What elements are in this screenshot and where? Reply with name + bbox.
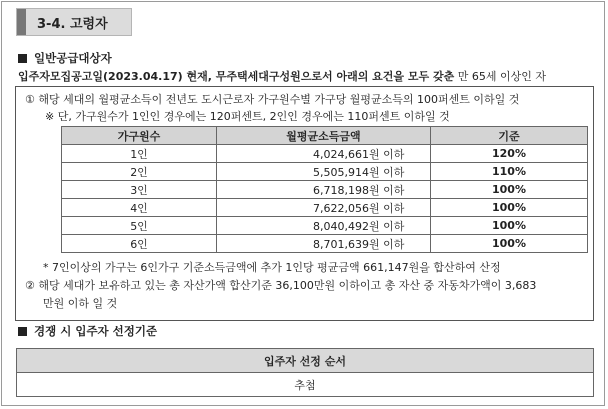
requirement-1-note: ※ 단, 가구원수가 1인인 경우에는 120퍼센트, 2인인 경우에는 110퍼센트 이하일 것 — [45, 110, 450, 123]
table-row — [62, 199, 588, 217]
col-header-size: 가구원수 — [62, 127, 217, 145]
cell-amount: 8,701,639원 이하 — [217, 235, 431, 253]
competition-heading-text: 경쟁 시 입주자 선정기준 — [34, 324, 158, 338]
section-title-text: 3-4. 고령자 — [37, 16, 108, 32]
income-footnote: * 7인이상의 가구는 6인가구 기준소득금액에 추가 1인당 평균금액 661,147원을 합산하여 산정 — [43, 261, 501, 274]
table-row — [62, 235, 588, 253]
eligibility-intro — [18, 68, 546, 84]
cell-pct: 110% — [431, 163, 588, 181]
cell-pct: 100% — [431, 235, 588, 253]
table-row — [62, 181, 588, 199]
cell-size: 2인 — [62, 163, 217, 181]
square-bullet-icon — [18, 54, 27, 63]
cell-amount: 6,718,198원 이하 — [217, 181, 431, 199]
cell-pct: 100% — [431, 181, 588, 199]
general-heading-text: 일반공급대상자 — [34, 51, 112, 65]
cell-size: 4인 — [62, 199, 217, 217]
cell-amount: 8,040,492원 이하 — [217, 217, 431, 235]
requirements-box — [15, 86, 594, 321]
table-row — [62, 163, 588, 181]
selection-header: 입주자 선정 순서 — [17, 349, 594, 373]
eligibility-intro-bold: 입주자모집공고일(2023.04.17) 현재, 무주택세대구성원으로서 아래의 요건을 모두 갖춘 — [18, 70, 455, 83]
selection-table-header-row — [17, 349, 594, 373]
table-row — [62, 145, 588, 163]
col-header-pct: 기준 — [431, 127, 588, 145]
cell-pct: 100% — [431, 217, 588, 235]
selection-table — [16, 348, 594, 397]
selection-value: 추첨 — [17, 373, 594, 397]
cell-size: 3인 — [62, 181, 217, 199]
requirement-2-line1: ② 해당 세대가 보유하고 있는 총 자산가액 합산기준 36,100만원 이하이고 총 자산 중 자동차가액이 3,683 — [25, 279, 537, 292]
requirement-1: ① 해당 세대의 월평균소득이 전년도 도시근로자 가구원수별 가구당 월평균소득의 100퍼센트 이하일 것 — [25, 93, 520, 106]
section-title-bar — [17, 9, 26, 35]
table-row — [62, 217, 588, 235]
cell-size: 5인 — [62, 217, 217, 235]
cell-amount: 4,024,661원 이하 — [217, 145, 431, 163]
competition-heading — [18, 323, 157, 339]
income-table — [61, 126, 588, 253]
cell-size: 1인 — [62, 145, 217, 163]
general-heading — [18, 50, 112, 66]
cell-pct: 100% — [431, 199, 588, 217]
eligibility-intro-rest: 만 65세 이상인 자 — [454, 70, 546, 83]
table-row — [17, 373, 594, 397]
requirement-2-line2: 만원 이하 일 것 — [43, 297, 118, 310]
cell-size: 6인 — [62, 235, 217, 253]
cell-amount: 7,622,056원 이하 — [217, 199, 431, 217]
income-table-header-row — [62, 127, 588, 145]
section-title — [16, 8, 132, 36]
cell-pct: 120% — [431, 145, 588, 163]
square-bullet-icon — [18, 327, 27, 336]
cell-amount: 5,505,914원 이하 — [217, 163, 431, 181]
col-header-amount: 월평균소득금액 — [217, 127, 431, 145]
